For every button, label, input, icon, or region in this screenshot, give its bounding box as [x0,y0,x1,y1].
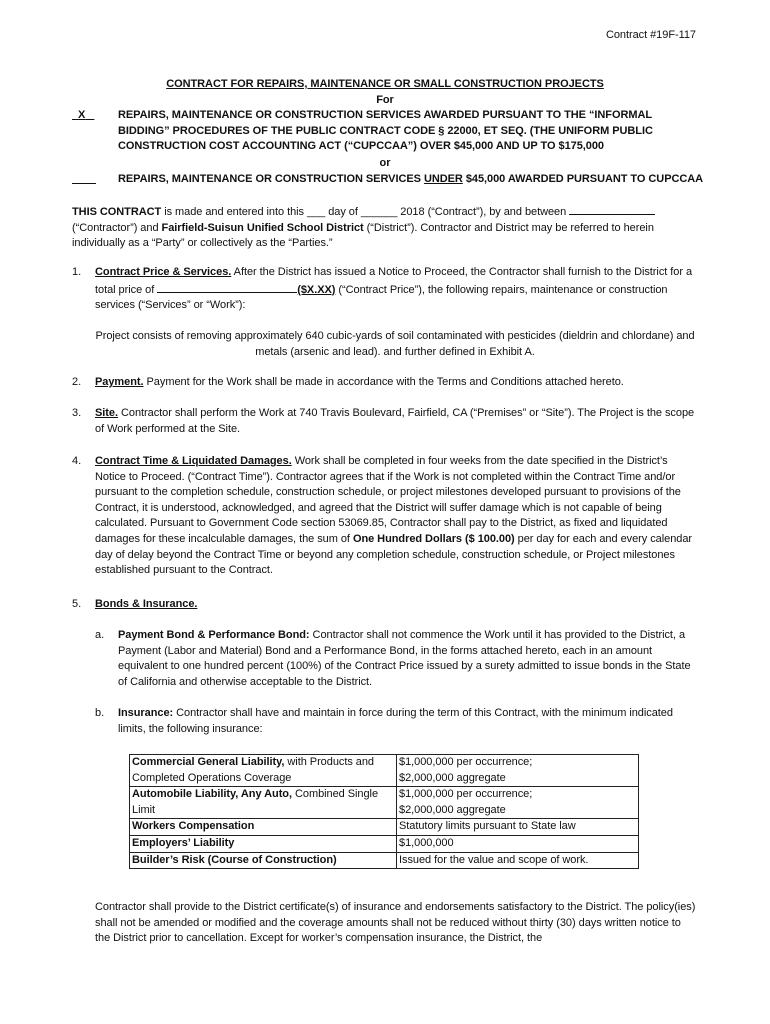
section2-body: Payment. Payment for the Work shall be made in accordance with the Terms and Conditions attached hereto. [95,376,624,388]
coverage-type-cell: Employers’ Liability [130,835,397,852]
section5-heading: Bonds & Insurance. [95,598,198,610]
option2-blank [72,172,96,184]
coverage-type-cell: Builder’s Risk (Course of Construction) [130,852,397,869]
closing-paragraph: Contractor shall provide to the District certificate(s) of insurance and endorsements satisfactory to the District. The policy(ies) shall not be amended or modified and the coverage amounts shall not be reduced without thirty (30) days written notice to the District prior to cancellation. Except for worker’s compensation insurance, the District, the [95,901,696,945]
option1-checkmark[interactable] [72,108,94,124]
section5a-body: Payment Bond & Performance Bond: Contractor shall not commence the Work until it has provided to the District, a Payment (Labor and Material) Bond and a Performance Bond, in the forms attached hereto, each in an amount equivalent to one hundred percent (100%) of the Contract Price issued by a surety admitted to issue bonds in the State of California and otherwise acceptable to the District. [118,629,691,688]
contractor-name-blank[interactable] [569,203,655,215]
table-row [130,755,639,787]
table-row [130,835,639,852]
under-emphasis: UNDER [423,173,463,185]
coverage-limit-cell: $1,000,000 per occurrence; $2,000,000 aggregate [397,787,639,819]
coverage-limit-cell: Statutory limits pursuant to State law [397,819,639,836]
section5a-letter: a. [95,629,105,641]
option2-checkmark[interactable] [72,172,96,190]
option1-mark-text: X [78,109,86,121]
intro-paragraph: THIS CONTRACT is made and entered into this ___ day of ______ 2018 (“Contract”), by and between (“Contractor”) and Fairfield-Suisun Unified School District (“District”). Contractor and District may be referred to herein individually as a “Party” or collectively as the “Parties.” [72,203,692,252]
section3-body: Site. Contractor shall perform the Work at 740 Travis Boulevard, Fairfield, CA (“Premises” or “Site”). The Project is the scope of Work performed at the Site. [95,407,695,435]
section5-number: 5. [72,598,82,610]
table-row [130,787,639,819]
coverage-type-cell: Commercial General Liability, with Products and Completed Operations Coverage [130,755,397,787]
or-label: or [379,157,391,169]
section1-body: Contract Price & Services. After the District has issued a Notice to Proceed, the Contractor shall furnish to the District for a total price of ($X.XX) (“Contract Price”), the following repairs, maintenance or construction services (“Services” or “Work”): [95,266,693,312]
insurance-table [129,754,639,869]
contract-number: Contract #19F-117 [605,29,696,41]
option2-text: REPAIRS, MAINTENANCE OR CONSTRUCTION SERVICES UNDER $45,000 AWARDED PURSUANT TO CUPCCAA [118,173,704,185]
document-title: CONTRACT FOR REPAIRS, MAINTENANCE OR SMALL CONSTRUCTION PROJECTS [166,78,604,90]
price-blank[interactable] [157,281,297,293]
section2-number: 2. [72,376,82,388]
coverage-limit-cell: $1,000,000 [397,835,639,852]
option1-text: REPAIRS, MAINTENANCE OR CONSTRUCTION SERVICES AWARDED PURSUANT TO THE “INFORMAL BIDDING” PROCEDURES OF THE PUBLIC CONTRACT CODE § 22000, ET SEQ. (THE UNIFORM PUBLIC CONSTRUCTION COST ACCOUNTING ACT (“CUPCCAA”) OVER $45,000 AND UP TO $175,000 [118,109,653,153]
coverage-type-cell: Automobile Liability, Any Auto, Combined Single Limit [130,787,397,819]
section4-body: Contract Time & Liquidated Damages. Work shall be completed in four weeks from the date specified in the District’s Notice to Proceed. (“Contract Time”). Contractor agrees that if the Work is not completed within the Contract Time and/or pursuant to the completion schedule, construction schedule, or project milestones developed pursuant to provisions of the Contract, it is understood, acknowledged, and agreed that the District will suffer damage which is not capable of being calculated. Pursuant to Government Code section 53069.85, Contractor shall pay to the District, as fixed and liquidated damages for these incalculable damages, the sum of One Hundred Dollars ($ 100.00) per day for each and every calendar day of delay beyond the Contract Time or beyond any completion schedule, construction schedule, or Project milestones established pursuant to the Contract. [95,455,693,577]
section3-number: 3. [72,407,82,419]
table-row [130,819,639,836]
section5b-letter: b. [95,707,105,719]
section5b-body: Insurance: Contractor shall have and maintain in force during the term of this Contract, with the minimum indicated limits, the following insurance: [118,707,673,735]
coverage-type-cell: Workers Compensation [130,819,397,836]
coverage-limit-cell: Issued for the value and scope of work. [397,852,639,869]
for-label: For [376,94,394,106]
table-row [130,852,639,869]
section1-number: 1. [72,266,82,278]
project-description: Project consists of removing approximately 640 cubic-yards of soil contaminated with pesticides (dieldrin and chlordane) and metals (arsenic and lead). and further defined in Exhibit A. [95,330,695,358]
coverage-limit-cell: $1,000,000 per occurrence; $2,000,000 aggregate [397,755,639,787]
section4-number: 4. [72,455,82,467]
